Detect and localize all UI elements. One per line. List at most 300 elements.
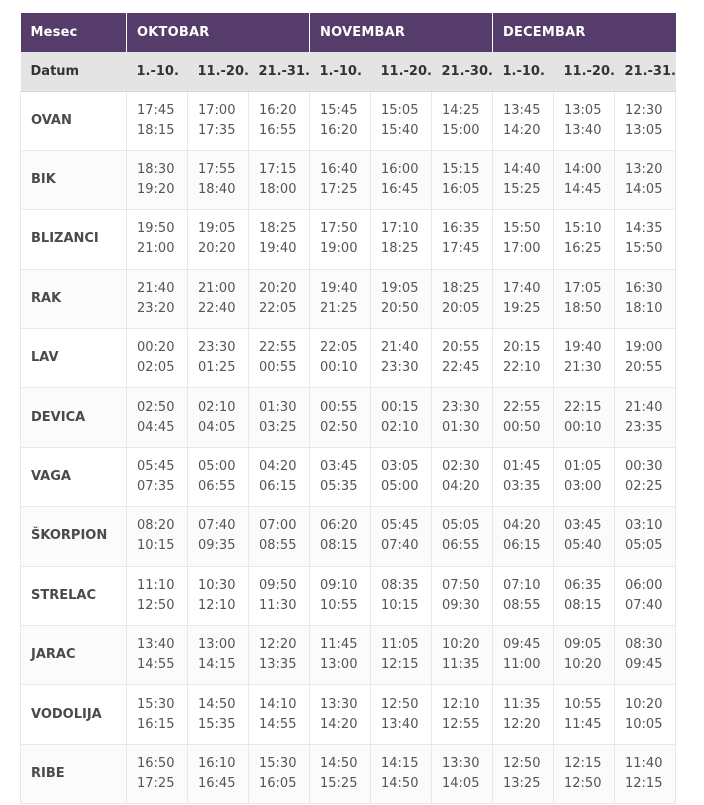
table-body <box>21 91 676 804</box>
time-range-cell <box>371 626 432 685</box>
time-range-cell <box>310 744 371 803</box>
start-time: 12:10 <box>442 696 480 712</box>
date-header-label: Datum <box>21 52 127 91</box>
time-range-cell <box>371 744 432 803</box>
end-time: 22:10 <box>503 360 541 376</box>
end-time: 23:20 <box>137 300 175 316</box>
end-time: 09:30 <box>442 597 480 613</box>
time-range-cell <box>493 626 554 685</box>
start-time: 10:20 <box>625 696 663 712</box>
time-range-cell <box>371 210 432 269</box>
date-range-header: 11.-20. <box>371 52 432 91</box>
end-time: 13:25 <box>503 775 541 791</box>
time-range-cell <box>493 329 554 388</box>
start-time: 13:05 <box>564 102 602 118</box>
end-time: 11:35 <box>442 657 480 673</box>
end-time: 16:05 <box>442 182 480 198</box>
time-range-cell <box>371 685 432 744</box>
end-time: 09:35 <box>198 538 236 554</box>
start-time: 15:30 <box>137 696 175 712</box>
time-range-cell <box>432 566 493 625</box>
time-range-cell <box>127 269 188 328</box>
time-range-cell <box>371 447 432 506</box>
start-time: 11:45 <box>320 637 358 653</box>
end-time: 03:35 <box>503 479 541 495</box>
end-time: 01:25 <box>198 360 236 376</box>
start-time: 17:05 <box>564 280 602 296</box>
end-time: 16:55 <box>259 122 297 138</box>
time-range-cell <box>127 447 188 506</box>
zodiac-sign-label: LAV <box>21 329 127 388</box>
end-time: 03:25 <box>259 419 297 435</box>
end-time: 08:15 <box>320 538 358 554</box>
end-time: 08:55 <box>503 597 541 613</box>
start-time: 14:35 <box>625 221 663 237</box>
end-time: 14:20 <box>503 122 541 138</box>
start-time: 10:55 <box>564 696 602 712</box>
zodiac-sign-label: ŠKORPION <box>21 507 127 566</box>
start-time: 06:00 <box>625 577 663 593</box>
start-time: 11:05 <box>381 637 419 653</box>
time-range-cell <box>493 507 554 566</box>
start-time: 06:35 <box>564 577 602 593</box>
end-time: 20:50 <box>381 300 419 316</box>
time-range-cell <box>188 388 249 447</box>
time-range-cell <box>310 566 371 625</box>
zodiac-sign-label: JARAC <box>21 626 127 685</box>
start-time: 19:40 <box>564 340 602 356</box>
time-range-cell <box>432 388 493 447</box>
start-time: 20:20 <box>259 280 297 296</box>
time-range-cell <box>310 507 371 566</box>
time-range-cell <box>554 685 615 744</box>
time-range-cell <box>615 388 676 447</box>
start-time: 04:20 <box>503 518 541 534</box>
end-time: 03:00 <box>564 479 602 495</box>
start-time: 23:30 <box>198 340 236 356</box>
time-range-cell <box>432 269 493 328</box>
end-time: 19:40 <box>259 241 297 257</box>
start-time: 17:00 <box>198 102 236 118</box>
end-time: 18:15 <box>137 122 175 138</box>
start-time: 06:20 <box>320 518 358 534</box>
start-time: 16:50 <box>137 755 175 771</box>
start-time: 11:10 <box>137 577 175 593</box>
end-time: 13:35 <box>259 657 297 673</box>
table-row <box>21 744 676 803</box>
time-range-cell <box>615 744 676 803</box>
time-range-cell <box>371 507 432 566</box>
start-time: 18:30 <box>137 162 175 178</box>
start-time: 12:15 <box>564 755 602 771</box>
end-time: 16:45 <box>198 775 236 791</box>
end-time: 13:00 <box>320 657 358 673</box>
time-range-cell <box>310 685 371 744</box>
table-row <box>21 566 676 625</box>
start-time: 19:05 <box>381 280 419 296</box>
start-time: 05:05 <box>442 518 480 534</box>
start-time: 16:20 <box>259 102 297 118</box>
end-time: 11:00 <box>503 657 541 673</box>
start-time: 05:45 <box>137 459 175 475</box>
start-time: 00:55 <box>320 399 358 415</box>
time-range-cell <box>615 566 676 625</box>
start-time: 22:05 <box>320 340 358 356</box>
end-time: 21:00 <box>137 241 175 257</box>
end-time: 22:05 <box>259 300 297 316</box>
zodiac-sign-label: VAGA <box>21 447 127 506</box>
time-range-cell <box>310 329 371 388</box>
month-header-label: Mesec <box>21 13 127 52</box>
start-time: 17:40 <box>503 280 541 296</box>
time-range-cell <box>493 91 554 150</box>
start-time: 09:05 <box>564 637 602 653</box>
time-range-cell <box>188 329 249 388</box>
time-range-cell <box>310 626 371 685</box>
end-time: 10:20 <box>564 657 602 673</box>
end-time: 14:20 <box>320 716 358 732</box>
end-time: 06:15 <box>503 538 541 554</box>
month-header-novembar: NOVEMBAR <box>310 13 493 52</box>
time-range-cell <box>127 566 188 625</box>
time-range-cell <box>615 269 676 328</box>
time-range-cell <box>554 329 615 388</box>
start-time: 22:55 <box>259 340 297 356</box>
end-time: 14:55 <box>137 657 175 673</box>
time-range-cell <box>554 566 615 625</box>
table-row <box>21 685 676 744</box>
end-time: 14:05 <box>625 182 663 198</box>
date-range-header: 21.-31. <box>615 52 676 91</box>
table-row <box>21 447 676 506</box>
time-range-cell <box>188 566 249 625</box>
end-time: 02:10 <box>381 419 419 435</box>
start-time: 03:10 <box>625 518 663 534</box>
time-range-cell <box>554 744 615 803</box>
time-range-cell <box>188 744 249 803</box>
start-time: 18:25 <box>259 221 297 237</box>
end-time: 13:40 <box>381 716 419 732</box>
start-time: 12:30 <box>625 102 663 118</box>
end-time: 07:40 <box>625 597 663 613</box>
start-time: 21:40 <box>137 280 175 296</box>
end-time: 02:50 <box>320 419 358 435</box>
start-time: 21:40 <box>625 399 663 415</box>
start-time: 15:05 <box>381 102 419 118</box>
start-time: 07:50 <box>442 577 480 593</box>
time-range-cell <box>127 507 188 566</box>
end-time: 02:25 <box>625 479 663 495</box>
start-time: 12:20 <box>259 637 297 653</box>
end-time: 00:10 <box>564 419 602 435</box>
month-header-oktobar: OKTOBAR <box>127 13 310 52</box>
time-range-cell <box>554 91 615 150</box>
time-range-cell <box>432 744 493 803</box>
start-time: 16:10 <box>198 755 236 771</box>
end-time: 19:20 <box>137 182 175 198</box>
end-time: 20:05 <box>442 300 480 316</box>
start-time: 17:10 <box>381 221 419 237</box>
end-time: 20:55 <box>625 360 663 376</box>
time-range-cell <box>432 210 493 269</box>
end-time: 22:40 <box>198 300 236 316</box>
start-time: 01:30 <box>259 399 297 415</box>
date-header-row <box>21 52 676 91</box>
time-range-cell <box>127 388 188 447</box>
end-time: 11:45 <box>564 716 602 732</box>
time-range-cell <box>127 329 188 388</box>
start-time: 04:20 <box>259 459 297 475</box>
end-time: 15:50 <box>625 241 663 257</box>
start-time: 02:30 <box>442 459 480 475</box>
time-range-cell <box>188 91 249 150</box>
start-time: 17:45 <box>137 102 175 118</box>
start-time: 12:50 <box>503 755 541 771</box>
date-range-header: 1.-10. <box>310 52 371 91</box>
date-range-header: 21.-30. <box>432 52 493 91</box>
start-time: 19:50 <box>137 221 175 237</box>
end-time: 12:15 <box>625 775 663 791</box>
end-time: 20:20 <box>198 241 236 257</box>
time-range-cell <box>249 744 310 803</box>
time-range-cell <box>310 269 371 328</box>
end-time: 00:10 <box>320 360 358 376</box>
end-time: 16:20 <box>320 122 358 138</box>
end-time: 04:20 <box>442 479 480 495</box>
time-range-cell <box>615 507 676 566</box>
end-time: 13:05 <box>625 122 663 138</box>
time-range-cell <box>249 329 310 388</box>
start-time: 10:30 <box>198 577 236 593</box>
time-range-cell <box>249 210 310 269</box>
end-time: 04:05 <box>198 419 236 435</box>
start-time: 03:45 <box>564 518 602 534</box>
zodiac-sign-label: VODOLIJA <box>21 685 127 744</box>
start-time: 02:50 <box>137 399 175 415</box>
end-time: 17:35 <box>198 122 236 138</box>
time-range-cell <box>249 269 310 328</box>
time-range-cell <box>188 626 249 685</box>
time-range-cell <box>249 685 310 744</box>
end-time: 01:30 <box>442 419 480 435</box>
end-time: 19:25 <box>503 300 541 316</box>
start-time: 14:50 <box>320 755 358 771</box>
start-time: 05:00 <box>198 459 236 475</box>
time-range-cell <box>432 626 493 685</box>
start-time: 17:55 <box>198 162 236 178</box>
start-time: 12:50 <box>381 696 419 712</box>
time-range-cell <box>432 507 493 566</box>
start-time: 20:15 <box>503 340 541 356</box>
zodiac-sign-label: BLIZANCI <box>21 210 127 269</box>
start-time: 17:50 <box>320 221 358 237</box>
end-time: 10:55 <box>320 597 358 613</box>
time-range-cell <box>371 566 432 625</box>
time-range-cell <box>127 685 188 744</box>
start-time: 09:45 <box>503 637 541 653</box>
start-time: 15:30 <box>259 755 297 771</box>
end-time: 05:05 <box>625 538 663 554</box>
start-time: 22:55 <box>503 399 541 415</box>
time-range-cell <box>249 150 310 209</box>
time-range-cell <box>554 507 615 566</box>
end-time: 10:05 <box>625 716 663 732</box>
time-range-cell <box>371 388 432 447</box>
time-range-cell <box>188 269 249 328</box>
start-time: 13:30 <box>442 755 480 771</box>
start-time: 01:45 <box>503 459 541 475</box>
time-range-cell <box>554 447 615 506</box>
end-time: 15:35 <box>198 716 236 732</box>
zodiac-sign-label: DEVICA <box>21 388 127 447</box>
time-range-cell <box>371 150 432 209</box>
start-time: 14:50 <box>198 696 236 712</box>
start-time: 01:05 <box>564 459 602 475</box>
time-range-cell <box>188 150 249 209</box>
zodiac-sign-label: RAK <box>21 269 127 328</box>
time-range-cell <box>615 447 676 506</box>
start-time: 00:30 <box>625 459 663 475</box>
start-time: 14:00 <box>564 162 602 178</box>
start-time: 20:55 <box>442 340 480 356</box>
time-range-cell <box>615 210 676 269</box>
zodiac-sign-label: BIK <box>21 150 127 209</box>
time-range-cell <box>188 210 249 269</box>
end-time: 06:55 <box>442 538 480 554</box>
end-time: 21:30 <box>564 360 602 376</box>
end-time: 05:00 <box>381 479 419 495</box>
table-row <box>21 91 676 150</box>
time-range-cell <box>493 447 554 506</box>
end-time: 18:25 <box>381 241 419 257</box>
end-time: 19:00 <box>320 241 358 257</box>
start-time: 15:10 <box>564 221 602 237</box>
end-time: 04:45 <box>137 419 175 435</box>
end-time: 05:40 <box>564 538 602 554</box>
time-range-cell <box>249 507 310 566</box>
date-range-header: 1.-10. <box>127 52 188 91</box>
time-range-cell <box>249 91 310 150</box>
time-range-cell <box>371 329 432 388</box>
time-range-cell <box>249 447 310 506</box>
time-range-cell <box>127 150 188 209</box>
end-time: 16:45 <box>381 182 419 198</box>
time-range-cell <box>432 685 493 744</box>
end-time: 15:25 <box>503 182 541 198</box>
time-range-cell <box>554 388 615 447</box>
ascendant-table-container <box>20 13 676 804</box>
end-time: 09:45 <box>625 657 663 673</box>
zodiac-sign-label: RIBE <box>21 744 127 803</box>
table-row <box>21 269 676 328</box>
end-time: 16:25 <box>564 241 602 257</box>
end-time: 18:40 <box>198 182 236 198</box>
start-time: 08:30 <box>625 637 663 653</box>
time-range-cell <box>554 269 615 328</box>
start-time: 11:35 <box>503 696 541 712</box>
table-row <box>21 210 676 269</box>
end-time: 15:40 <box>381 122 419 138</box>
time-range-cell <box>432 91 493 150</box>
date-range-header: 21.-31. <box>249 52 310 91</box>
time-range-cell <box>554 210 615 269</box>
end-time: 10:15 <box>137 538 175 554</box>
end-time: 13:40 <box>564 122 602 138</box>
time-range-cell <box>493 685 554 744</box>
time-range-cell <box>432 447 493 506</box>
time-range-cell <box>493 210 554 269</box>
end-time: 08:15 <box>564 597 602 613</box>
time-range-cell <box>249 626 310 685</box>
start-time: 10:20 <box>442 637 480 653</box>
start-time: 21:00 <box>198 280 236 296</box>
start-time: 19:40 <box>320 280 358 296</box>
end-time: 14:50 <box>381 775 419 791</box>
time-range-cell <box>249 388 310 447</box>
end-time: 15:25 <box>320 775 358 791</box>
end-time: 12:50 <box>564 775 602 791</box>
time-range-cell <box>493 269 554 328</box>
time-range-cell <box>554 150 615 209</box>
start-time: 07:10 <box>503 577 541 593</box>
start-time: 14:10 <box>259 696 297 712</box>
end-time: 23:30 <box>381 360 419 376</box>
time-range-cell <box>310 210 371 269</box>
end-time: 17:25 <box>137 775 175 791</box>
end-time: 00:55 <box>259 360 297 376</box>
start-time: 13:00 <box>198 637 236 653</box>
start-time: 19:05 <box>198 221 236 237</box>
start-time: 23:30 <box>442 399 480 415</box>
start-time: 15:45 <box>320 102 358 118</box>
month-header-decembar: DECEMBAR <box>493 13 676 52</box>
time-range-cell <box>127 91 188 150</box>
end-time: 12:50 <box>137 597 175 613</box>
end-time: 14:05 <box>442 775 480 791</box>
start-time: 07:00 <box>259 518 297 534</box>
start-time: 09:50 <box>259 577 297 593</box>
time-range-cell <box>310 91 371 150</box>
zodiac-sign-label: OVAN <box>21 91 127 150</box>
time-range-cell <box>432 329 493 388</box>
start-time: 08:35 <box>381 577 419 593</box>
end-time: 17:00 <box>503 241 541 257</box>
end-time: 12:15 <box>381 657 419 673</box>
time-range-cell <box>615 685 676 744</box>
start-time: 03:45 <box>320 459 358 475</box>
end-time: 15:00 <box>442 122 480 138</box>
time-range-cell <box>127 210 188 269</box>
time-range-cell <box>188 507 249 566</box>
start-time: 09:10 <box>320 577 358 593</box>
table-row <box>21 626 676 685</box>
ascendant-table <box>20 13 676 804</box>
start-time: 02:10 <box>198 399 236 415</box>
start-time: 16:00 <box>381 162 419 178</box>
start-time: 14:25 <box>442 102 480 118</box>
end-time: 12:55 <box>442 716 480 732</box>
start-time: 08:20 <box>137 518 175 534</box>
end-time: 12:10 <box>198 597 236 613</box>
time-range-cell <box>493 388 554 447</box>
end-time: 12:20 <box>503 716 541 732</box>
date-range-header: 1.-10. <box>493 52 554 91</box>
end-time: 14:55 <box>259 716 297 732</box>
end-time: 08:55 <box>259 538 297 554</box>
zodiac-sign-label: STRELAC <box>21 566 127 625</box>
month-header-row <box>21 13 676 52</box>
start-time: 13:40 <box>137 637 175 653</box>
